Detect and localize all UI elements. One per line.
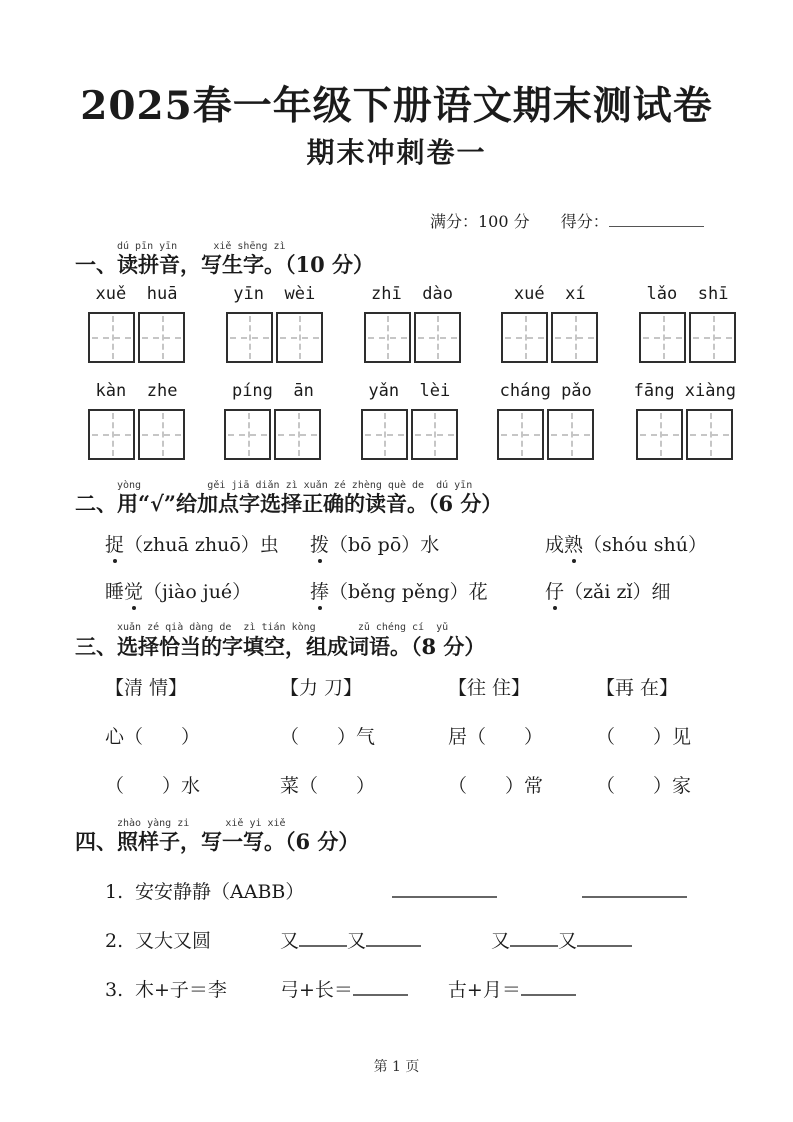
- item-rest-text: （jiào jué）: [143, 581, 252, 604]
- tianzige-box: [411, 409, 458, 460]
- fill-item: （ ）水: [105, 774, 201, 797]
- fill-in-grid: [105, 673, 793, 798]
- word-column: [364, 284, 461, 363]
- fill-item: （ ）见: [596, 725, 692, 748]
- pronunciation-item: [105, 530, 310, 557]
- fill-item: 心（ ）: [105, 725, 201, 748]
- page-number: 第 1 页: [373, 1059, 420, 1075]
- word-column: [497, 381, 594, 460]
- item-example: 木+子＝李: [135, 978, 227, 1001]
- again-char: 又: [558, 929, 578, 952]
- fill-item: （ ）家: [596, 774, 692, 797]
- writing-box-pair: [361, 409, 458, 460]
- item-rest-text: （bō pō）水: [329, 534, 440, 557]
- tianzige-box: [361, 409, 408, 460]
- section-three-heading: [75, 622, 793, 659]
- word-column: [88, 284, 185, 363]
- heading-text: 选择恰当的字填空，组成词语。（8 分）: [117, 633, 486, 659]
- writing-box-pair: [88, 312, 185, 363]
- pinyin-word: yǎn lèi: [368, 380, 451, 401]
- again-char: 又: [280, 929, 300, 952]
- earned-score-label: 得分：: [560, 211, 609, 231]
- fill-item: 菜（ ）: [280, 774, 376, 797]
- tianzige-box: [274, 409, 321, 460]
- pinyin-word: xuě huā: [95, 283, 178, 304]
- heading-text: 照样子，写一写。（6 分）: [117, 829, 360, 855]
- pinyin-word: kàn zhe: [95, 380, 178, 401]
- equation-text: 弓+长＝: [280, 978, 353, 1001]
- item-pre-text: 成: [545, 534, 565, 557]
- pattern-item-you: [105, 926, 793, 953]
- pattern-item-aabb: [105, 877, 793, 904]
- tianzige-box: [276, 312, 323, 363]
- answer-blank: [366, 931, 421, 947]
- pronunciation-item: [310, 530, 545, 557]
- writing-box-pair: [226, 312, 323, 363]
- heading-pinyin: dú pīn yīn xiě shēng zì: [117, 240, 286, 252]
- fill-item: （ ）常: [448, 774, 544, 797]
- answer-blank: [577, 931, 632, 947]
- page-title: 2025春一年级下册语文期末测试卷: [80, 83, 713, 129]
- writing-box-pair: [636, 409, 733, 460]
- word-column: [361, 381, 458, 460]
- again-char: 又: [347, 929, 367, 952]
- tianzige-box: [639, 312, 686, 363]
- item-number: 1.: [105, 880, 124, 903]
- word-row: [88, 381, 736, 460]
- choice-group: 【再 在】: [596, 676, 679, 699]
- section-one-heading: [75, 241, 793, 278]
- dotted-character: 仔: [545, 581, 565, 604]
- dotted-character: 捧: [310, 581, 330, 604]
- word-column: [639, 284, 736, 363]
- item-example: 又大又圆: [135, 929, 212, 952]
- tianzige-box: [686, 409, 733, 460]
- section-one-words: [88, 284, 736, 460]
- writing-box-pair: [364, 312, 461, 363]
- dotted-character: 觉: [124, 581, 144, 604]
- pinyin-word: yīn wèi: [233, 283, 316, 304]
- earned-score-blank: [609, 212, 704, 227]
- writing-box-pair: [639, 312, 736, 363]
- tianzige-box: [547, 409, 594, 460]
- tianzige-box: [501, 312, 548, 363]
- section-two-heading: [75, 480, 793, 517]
- item-rest-text: （shóu shú）: [583, 534, 707, 557]
- item-number: 3.: [105, 978, 124, 1001]
- pinyin-word: fāng xiàng: [633, 380, 736, 401]
- writing-box-pair: [224, 409, 321, 460]
- writing-box-pair: [88, 409, 185, 460]
- tianzige-box: [636, 409, 683, 460]
- answer-blank: [510, 931, 558, 947]
- item-number: 2.: [105, 929, 124, 952]
- tianzige-box: [497, 409, 544, 460]
- item-rest-text: （běng pěng）花: [329, 581, 488, 604]
- dotted-character: 捉: [105, 534, 125, 557]
- item-rest-text: （zǎi zǐ）细: [564, 581, 671, 604]
- heading-text: 读拼音，写生字。（10 分）: [117, 252, 375, 278]
- heading-pinyin: zhào yàng zi xiě yi xiě: [117, 817, 286, 829]
- section-number: 一、: [75, 252, 117, 278]
- tianzige-box: [414, 312, 461, 363]
- pinyin-word: zhī dào: [371, 283, 453, 304]
- tianzige-box: [224, 409, 271, 460]
- pinyin-word: cháng pǎo: [499, 380, 592, 401]
- choice-group: 【清 情】: [105, 676, 188, 699]
- pronunciation-item: [545, 530, 793, 557]
- tianzige-box: [226, 312, 273, 363]
- pronunciation-item: [545, 577, 793, 604]
- choice-group: 【力 刀】: [280, 676, 363, 699]
- writing-box-pair: [501, 312, 598, 363]
- heading-pinyin: xuǎn zé qià dàng de zì tián kòng zǔ chéng cí yǔ: [117, 622, 449, 634]
- page-subtitle: 期末冲刺卷一: [306, 135, 487, 169]
- answer-blank: [392, 882, 497, 898]
- full-score-label: 满分：100 分: [430, 211, 530, 231]
- word-column: [501, 284, 598, 363]
- section-number: 二、: [75, 491, 117, 517]
- section-four-heading: [75, 818, 793, 855]
- fill-item: （ ）气: [280, 725, 376, 748]
- answer-blank: [299, 931, 347, 947]
- fill-item: 居（ ）: [448, 725, 544, 748]
- word-column: [634, 381, 736, 460]
- answer-blank: [521, 980, 576, 996]
- pronunciation-item: [105, 577, 310, 604]
- pronunciation-item: [310, 577, 545, 604]
- pattern-item-compose: [105, 975, 793, 1002]
- dotted-character: 拨: [310, 534, 330, 557]
- pinyin-word: xué xí: [513, 283, 586, 304]
- item-rest-text: （zhuā zhuō）虫: [124, 534, 279, 557]
- tianzige-box: [364, 312, 411, 363]
- word-row: [88, 284, 736, 363]
- item-pre-text: 睡: [105, 581, 125, 604]
- section-number: 四、: [75, 829, 117, 855]
- word-column: [226, 284, 323, 363]
- tianzige-box: [88, 312, 135, 363]
- tianzige-box: [689, 312, 736, 363]
- tianzige-box: [551, 312, 598, 363]
- score-line: [0, 209, 793, 231]
- tianzige-box: [138, 312, 185, 363]
- item-example: 安安静静（AABB）: [135, 880, 305, 903]
- writing-box-pair: [497, 409, 594, 460]
- equation-text: 古+月＝: [447, 978, 521, 1001]
- pronunciation-grid: [105, 530, 793, 604]
- word-column: [224, 381, 321, 460]
- section-number: 三、: [75, 633, 117, 659]
- heading-pinyin: yòng gěi jiā diǎn zì xuǎn zé zhèng què de dú yīn: [117, 479, 473, 491]
- dotted-character: 熟: [564, 534, 584, 557]
- heading-text: 用“√”给加点字选择正确的读音。（6 分）: [117, 491, 503, 517]
- pinyin-word: lǎo shī: [646, 283, 729, 304]
- answer-blank: [582, 882, 687, 898]
- word-column: [88, 381, 185, 460]
- choice-group: 【往 住】: [448, 676, 531, 699]
- tianzige-box: [88, 409, 135, 460]
- again-char: 又: [491, 929, 511, 952]
- pinyin-word: píng ān: [231, 380, 314, 401]
- answer-blank: [353, 980, 408, 996]
- tianzige-box: [138, 409, 185, 460]
